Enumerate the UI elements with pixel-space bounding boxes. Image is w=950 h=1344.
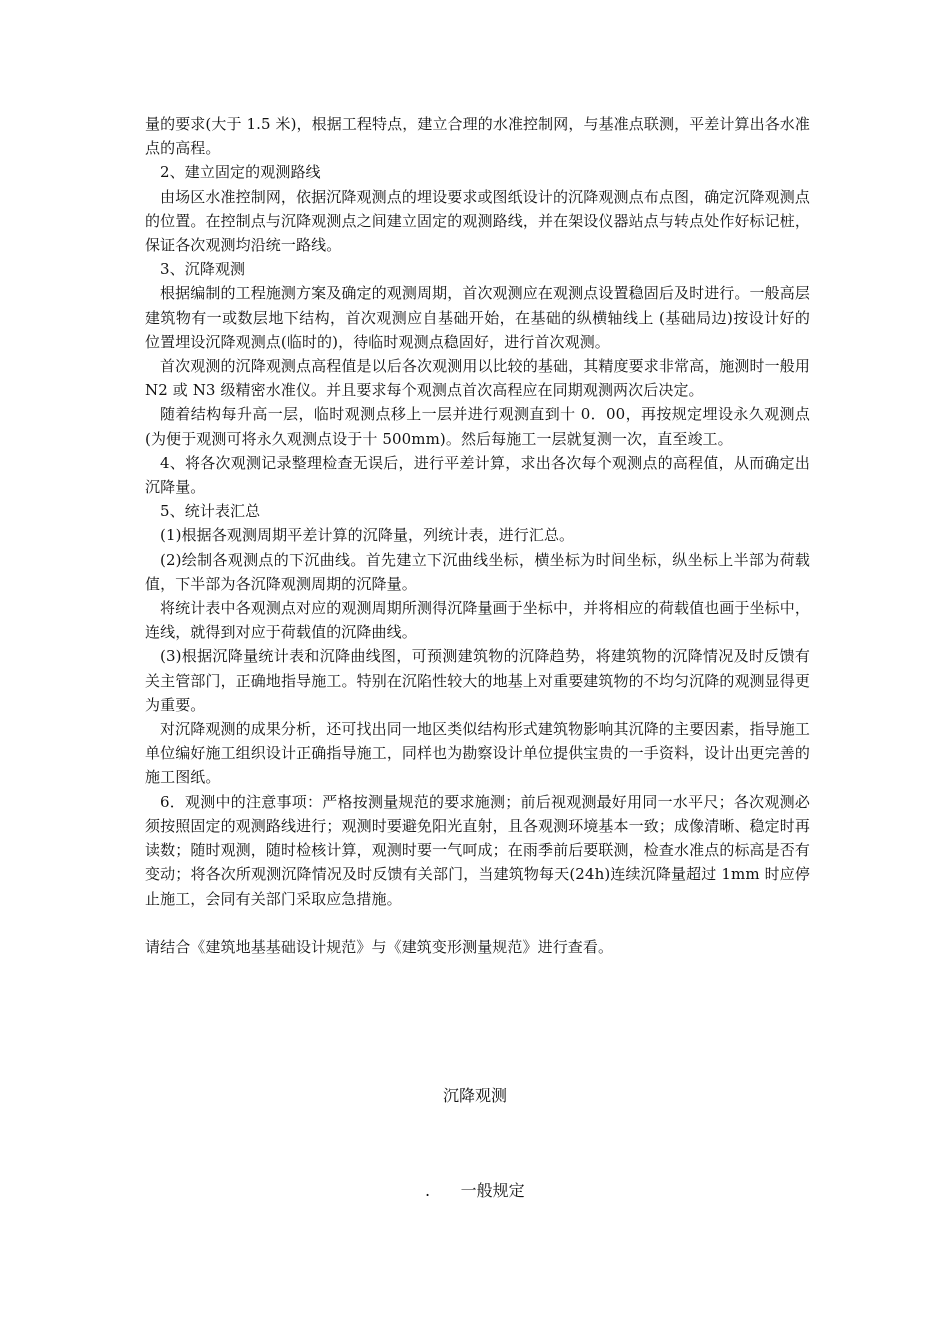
paragraph-3: 由场区水准控制网，依据沉降观测点的埋设要求或图纸设计的沉降观测点布点图，确定沉降观测点的位置。在控制点与沉降观测点之间建立固定的观测路线，并在架设仪器站点与转点处作好标记桩，保证各次观测均沿统一路线。 bbox=[145, 187, 810, 255]
paragraph-2: 2、建立固定的观测路线 bbox=[160, 163, 321, 182]
paragraph-10: (1)根据各观测周期平差计算的沉降量，列统计表，进行汇总。 bbox=[160, 526, 575, 545]
paragraph-15: 6．观测中的注意事项：严格按测量规范的要求施测；前后视观测最好用同一水平尺；各次观测必须按照固定的观测路线进行；观测时要避免阳光直射，且各观测环境基本一致；成像清晰、稳定时再读数；随时观测，随时检核计算，观测时要一气呵成；在雨季前后要联测，检查水准点的标高是否有变动；将各次所观测沉降情况及时反馈有关部门，当建筑物每天(24h)连续沉降量超过 1mm 时应停止施工，会同有关部门采取应急措施。 bbox=[145, 792, 810, 908]
paragraph-9: 5、统计表汇总 bbox=[160, 502, 261, 521]
paragraph-4: 3、沉降观测 bbox=[160, 260, 246, 279]
heading-settlement-observation: 沉降观测 bbox=[442, 1086, 507, 1105]
paragraph-6: 首次观测的沉降观测点高程值是以后各次观测用以比较的基础，其精度要求非常高，施测时一般用 N2 或 N3 级精密水准仪。并且要求每个观测点首次高程应在同期观测两次后决定。 bbox=[145, 357, 810, 400]
paragraph-12: 将统计表中各观测点对应的观测周期所测得沉降量画于坐标中，并将相应的荷载值也画于坐标中，连线，就得到对应于荷载值的沉降曲线。 bbox=[145, 599, 810, 642]
paragraph-14: 对沉降观测的成果分析，还可找出同一地区类似结构形式建筑物影响其沉降的主要因素，指导施工单位编好施工组织设计正确指导施工，同样也为勘察设计单位提供宝贵的一手资料，设计出更完善的施工图纸。 bbox=[145, 720, 810, 787]
paragraph-11: (2)绘制各观测点的下沉曲线。首先建立下沉曲线坐标，横坐标为时间坐标，纵坐标上半部为荷载值，下半部为各沉降观测周期的沉降量。 bbox=[145, 550, 810, 593]
paragraph-7: 随着结构每升高一层，临时观测点移上一层并进行观测直到十 0．00，再按规定埋设永久观测点(为便于观测可将永久观测点设于十 500mm)。然后每施工一层就复测一次，直至竣工。 bbox=[145, 405, 810, 448]
paragraph-5: 根据编制的工程施测方案及确定的观测周期，首次观测应在观测点设置稳固后及时进行。一般高层建筑物有一或数层地下结构，首次观测应自基础开始，在基础的纵横轴线上 (基础局边)按设计好的位置埋设沉降观测点(临时的)，待临时观测点稳固好，进行首次观测。 bbox=[145, 284, 810, 351]
spacer bbox=[145, 911, 810, 935]
reference-note: 请结合《建筑地基基础设计规范》与《建筑变形测量规范》进行查看。 bbox=[145, 937, 614, 956]
document-body bbox=[145, 112, 810, 959]
section-general-provisions: . 一般规定 bbox=[425, 1181, 525, 1200]
paragraph-1: 量的要求(大于 1.5 米)，根据工程特点，建立合理的水准控制网，与基准点联测，平差计算出各水准点的高程。 bbox=[145, 115, 810, 158]
paragraph-13: (3)根据沉降量统计表和沉降曲线图，可预测建筑物的沉降趋势，将建筑物的沉降情况及时反馈有关主管部门，正确地指导施工。特别在沉陷性较大的地基上对重要建筑物的不均匀沉降的观测显得更为重要。 bbox=[145, 647, 810, 714]
paragraph-8: 4、将各次观测记录整理检查无误后，进行平差计算，求出各次每个观测点的高程值，从而确定出沉降量。 bbox=[145, 453, 810, 497]
